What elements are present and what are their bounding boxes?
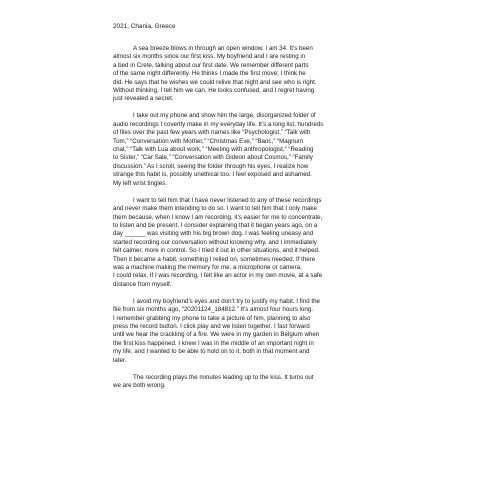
dateline: 2021, Chania, Greece (113, 23, 176, 30)
document-page (113, 23, 365, 390)
paragraph-4: I avoid my boyfriend’s eyes and don’t try to justify my habit. I find the file from six months ago, “20201124_184812.” It’s almost four hours long. I remember grabbing my phone to take a picture of him, planning to also press the record button. I click play and we listen together. I fast forward until we hear the crackling of a fire. We were in my garden in Belgium when the first kiss happened. I knew I was in the middle of an important night in my life, and I wanted to be able to hold on to it, both in that moment and later. (113, 297, 320, 364)
paragraph-5: The recording plays the minutes leading up to the kiss. It turns out we are both wrong. (113, 373, 314, 389)
paragraph-2: I take out my phone and show him the large, disorganized folder of audio recordings I covertly make in my everyday life. It’s a long list, hundreds of files over the past few years with names like “Psychologist,” “Talk with Tom,” “Conversation with Mother,” “Christmas Eve,” “Banc,” “Magnum chat,” “Talk with Lua about work,” “Meeting with anthropologist,” “Reading to Sister,” “Car Sale,” “Conversation with Gideon about Cosmos,” “Family discussion.” As I scroll, seeing the folder through his eyes, I realize how strange this habit is, possibly unethical too. I feel exposed and ashamed. My left wrist tingles. (113, 112, 324, 187)
paragraph-3: I want to tell him that I have never listened to any of these recordings and never make them intending to do so. I want to tell him that I only make them because, when I know I am recording, it’s easier for me to concentrate, to listen and be present. I consider explaining that it began years ago, on a day ______ was visiting with his big brown dog. I was feeling uneasy and started recording our conversation without knowing why, and I immediately felt calmer, more in control. So I tried it out in other situations, and it helped. Then it became a habit, something I relied on, sometimes needed. If there was a machine making the memory for me, a microphone or camera, I could relax. If I was recording, I felt like an actor in my own movie, at a safe distance from myself. (113, 196, 323, 288)
paragraph-1: A sea breeze blows in through an open window. I am 34. It’s been almost six months since our first kiss. My boyfriend and I are resting in a bed in Crete, talking about our first date. We remember different parts of the same night differently. He thinks I made the first move; I think he did. He says that he wishes we could relive that night and see who is right. Without thinking, I tell him we can. He looks confused, and I regret having just revealed a secret. (113, 45, 317, 103)
